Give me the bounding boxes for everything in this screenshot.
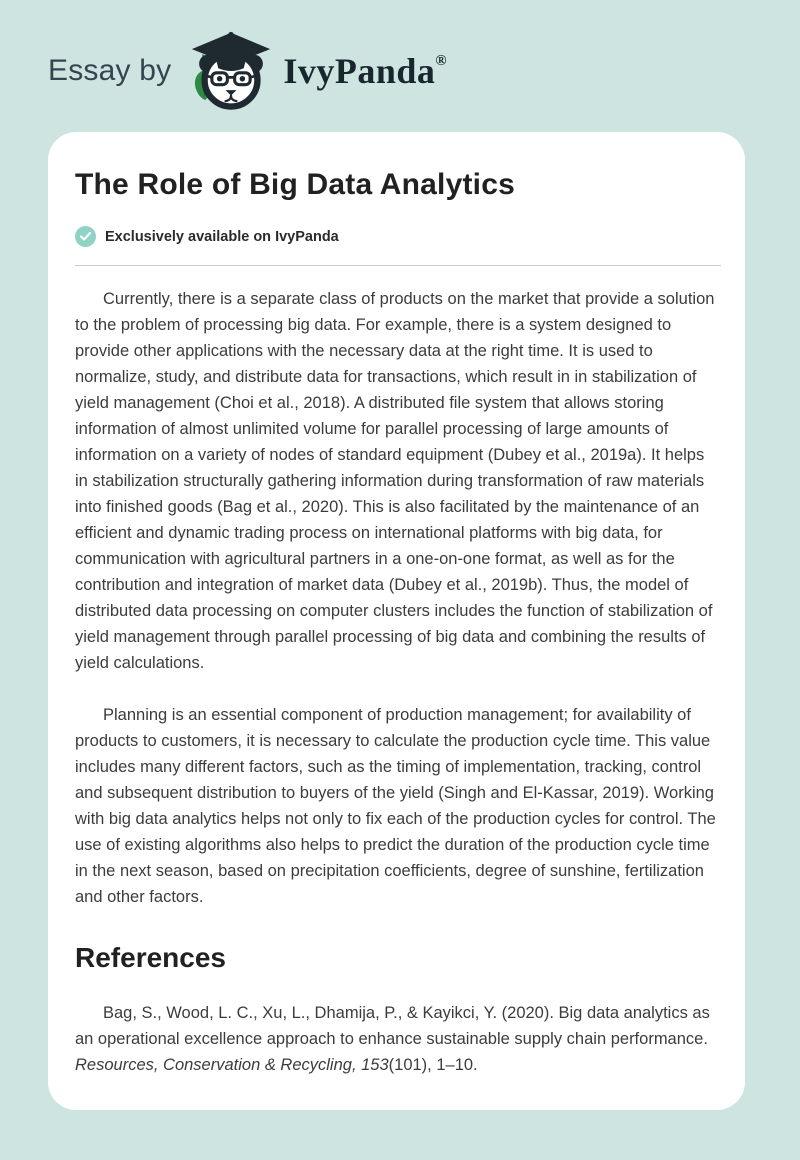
page-title: The Role of Big Data Analytics [75, 168, 515, 201]
badge-label: Exclusively available on IvyPanda [105, 228, 339, 245]
paragraph-1: Currently, there is a separate class of products on the market that provide a solution to the problem of processing big data. For example, there is a system designed to provide other applications with the necessary data at the right time. It is used to normalize, study, and distribute data for transactions, which result in in stabilization of yield management (Choi et al., 2018). A distributed file system that allows storing information of almost unlimited volume for parallel processing of large amounts of information on a variety of nodes of standard equipment (Dubey et al., 2019a). It helps in stabilization structurally gathering information during transformation of raw materials into finished goods (Bag et al., 2020). This is also facilitated by the maintenance of an efficient and dynamic trading process on international platforms with big data, for communication with agricultural partners in a one-on-one format, as well as for the contribution and integration of market data (Dubey et al., 2019b). Thus, the model of distributed data processing on computer clusters includes the function of stabilization of yield management through parallel processing of big data and combining the results of yield calculations. [75, 290, 715, 672]
reference-text: Bag, S., Wood, L. C., Xu, L., Dhamija, P., & Kayikci, Y. (2020). Big data analytics as an operational excellence approach to enhance sustainable supply chain performance. [75, 1004, 710, 1048]
reference-journal: Resources, Conservation & Recycling, 153 [75, 1056, 389, 1074]
essay-by-label: Essay by [48, 54, 172, 87]
reference-entry [75, 1000, 721, 1078]
registered-mark: ® [435, 53, 448, 69]
ivypanda-logo[interactable] [185, 30, 447, 112]
essay-card [48, 132, 745, 1110]
panda-graduate-icon [185, 30, 277, 112]
references-heading: References [75, 942, 226, 973]
paragraph-2: Planning is an essential component of production management; for availability of products to customers, it is necessary to calculate the production cycle time. This value includes many different factors, such as the timing of implementation, tracking, control and subsequent distribution to buyers of the yield (Singh and El-Kassar, 2019). Working with big data analytics helps not only to fix each of the production cycles for control. The use of existing algorithms also helps to predict the duration of the production cycle time in the next season, based on precipitation coefficients, degree of sunshine, fertilization and other factors. [75, 706, 716, 906]
reference-pages: (101), 1–10. [388, 1056, 478, 1074]
brand-name: IvyPanda® [283, 51, 448, 91]
divider [75, 265, 721, 266]
essay-body [75, 286, 721, 910]
check-icon [75, 226, 96, 247]
exclusive-badge [75, 226, 721, 247]
page-header [0, 0, 800, 112]
